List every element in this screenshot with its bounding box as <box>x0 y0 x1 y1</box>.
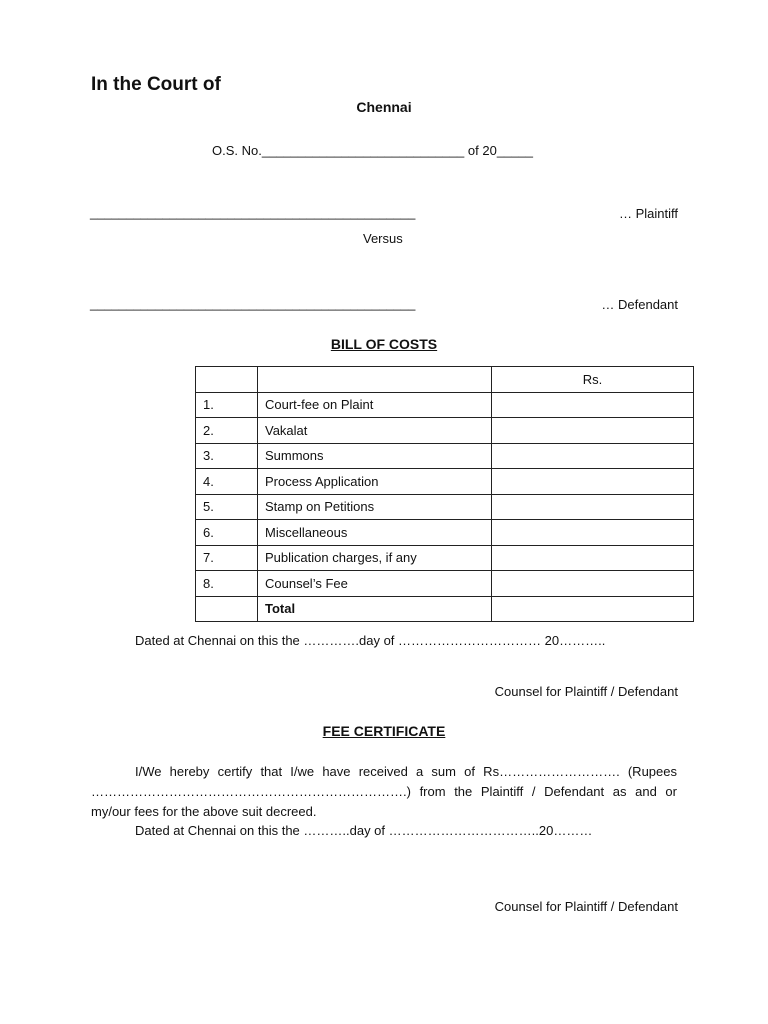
row-item: Publication charges, if any <box>258 545 492 571</box>
plaintiff-name-blank: _____________________________________________ <box>90 205 416 220</box>
table-row <box>196 545 694 571</box>
fee-certificate-title: FEE CERTIFICATE <box>322 723 446 739</box>
table-header-row <box>196 367 694 393</box>
total-amount-cell <box>492 596 694 622</box>
bill-dated-line: Dated at Chennai on this the ………….day of …………………………… 20……….. <box>135 633 606 648</box>
row-amount-cell <box>492 418 694 444</box>
header-cell-amount: Rs. <box>492 367 694 393</box>
total-label: Total <box>258 596 492 622</box>
row-amount-cell <box>492 571 694 597</box>
row-number: 2. <box>196 418 258 444</box>
court-heading: In the Court of <box>91 74 221 95</box>
court-city: Chennai <box>356 99 412 115</box>
table-row <box>196 469 694 495</box>
total-number-cell <box>196 596 258 622</box>
row-number: 4. <box>196 469 258 495</box>
bill-of-costs-title: BILL OF COSTS <box>330 336 438 352</box>
row-number: 5. <box>196 494 258 520</box>
row-amount-cell <box>492 392 694 418</box>
defendant-name-blank: _____________________________________________ <box>90 296 416 311</box>
case-number-line: O.S. No.____________________________ of 20_____ <box>212 143 533 158</box>
versus-label: Versus <box>363 231 403 246</box>
row-item: Court-fee on Plaint <box>258 392 492 418</box>
table-row <box>196 418 694 444</box>
row-item: Counsel’s Fee <box>258 571 492 597</box>
table-row <box>196 494 694 520</box>
bill-of-costs-table <box>195 366 694 622</box>
row-number: 3. <box>196 443 258 469</box>
table-row <box>196 443 694 469</box>
table-row <box>196 520 694 546</box>
row-number: 7. <box>196 545 258 571</box>
certificate-dated-line: Dated at Chennai on this the ………..day of ……………………………..20……… <box>135 823 593 838</box>
defendant-label: … Defendant <box>601 297 678 312</box>
row-item: Summons <box>258 443 492 469</box>
row-item: Stamp on Petitions <box>258 494 492 520</box>
bill-counsel-signature: Counsel for Plaintiff / Defendant <box>494 684 678 699</box>
row-amount-cell <box>492 494 694 520</box>
row-item: Miscellaneous <box>258 520 492 546</box>
row-amount-cell <box>492 520 694 546</box>
header-cell-item <box>258 367 492 393</box>
row-number: 8. <box>196 571 258 597</box>
total-row <box>196 596 694 622</box>
table-row <box>196 571 694 597</box>
row-item: Vakalat <box>258 418 492 444</box>
row-amount-cell <box>492 545 694 571</box>
header-cell-number <box>196 367 258 393</box>
plaintiff-label: … Plaintiff <box>618 206 678 221</box>
table-row <box>196 392 694 418</box>
row-number: 1. <box>196 392 258 418</box>
row-amount-cell <box>492 469 694 495</box>
row-amount-cell <box>492 443 694 469</box>
certificate-counsel-signature: Counsel for Plaintiff / Defendant <box>494 899 678 914</box>
row-item: Process Application <box>258 469 492 495</box>
row-number: 6. <box>196 520 258 546</box>
certificate-statement: I/We hereby certify that I/we have received a sum of Rs………………………. (Rupees ……………………………………………………………….) from the Plaintiff / Defendant as and or my/our fees for the above suit decreed. <box>91 764 677 819</box>
